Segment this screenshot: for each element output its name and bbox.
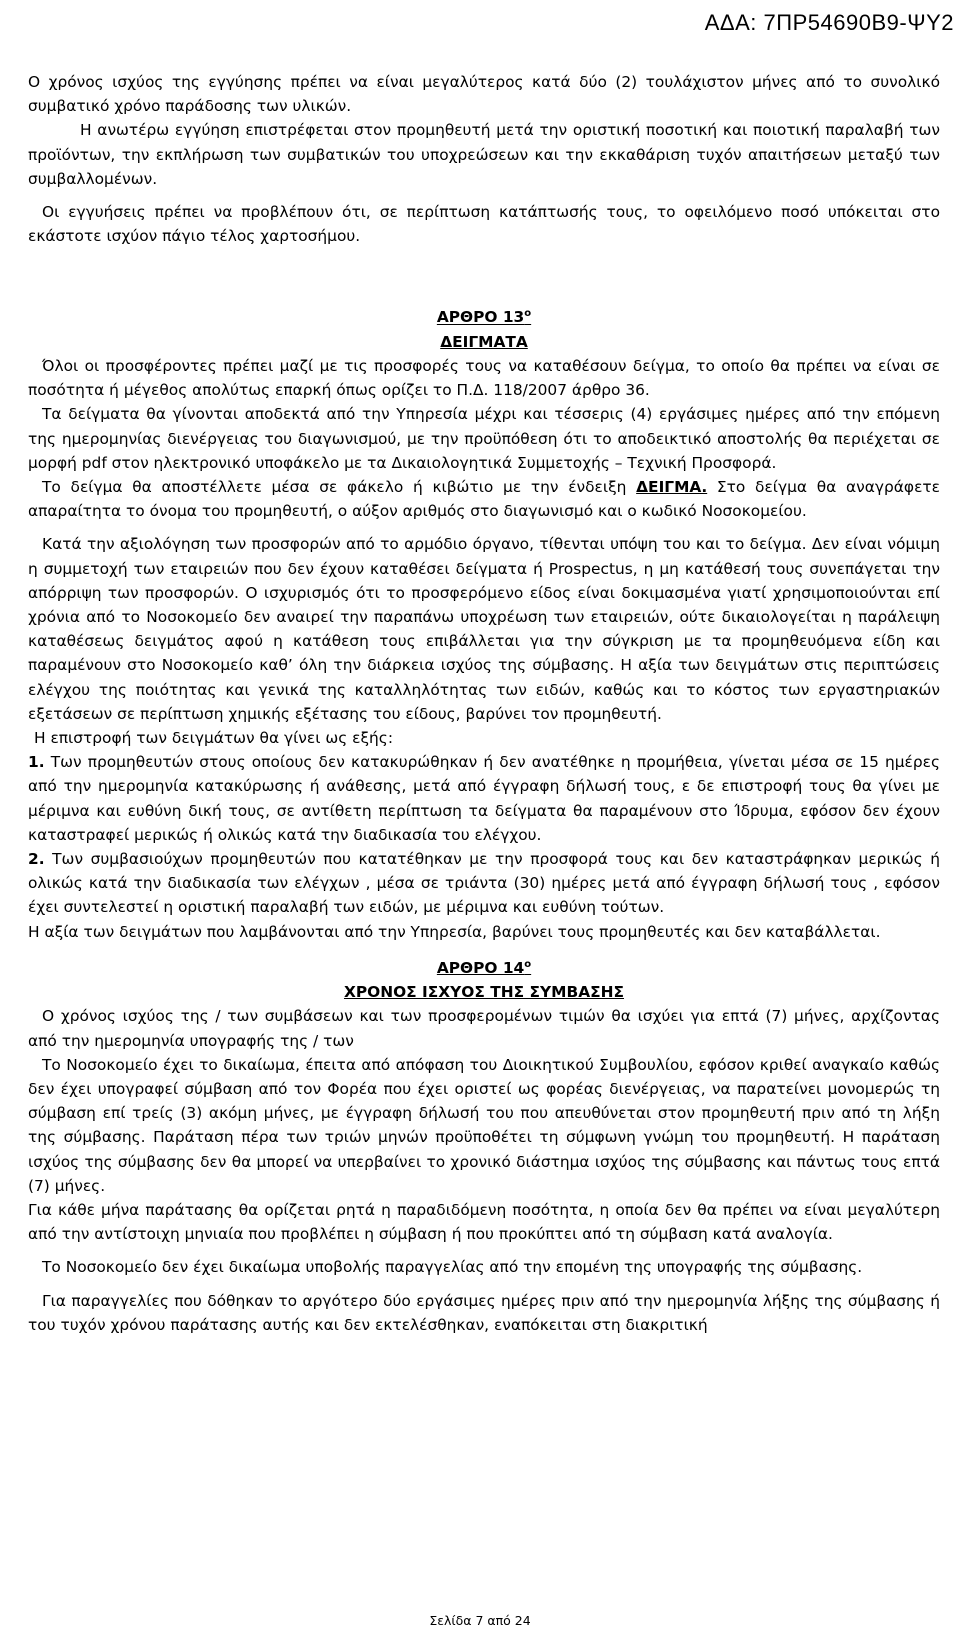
paragraph: Το Νοσοκομείο δεν έχει δικαίωμα υποβολής παραγγελίας από την επομένη της υπογραφής της σύμβασης. <box>42 1258 863 1277</box>
article-14-subheading: ΧΡΟΝΟΣ ΙΣΧΥΟΣ ΤΗΣ ΣΥΜΒΑΣΗΣ <box>343 983 625 1002</box>
list-item: 1. Των προμηθευτών στους οποίους δεν κατακυρώθηκαν ή δεν ανατέθηκε η προμήθεια, γίνεται μέσα σε 15 ημέρες από την ημερομηνία κατακύρωσης ή ανάθεσης, μετά από έγγραφη δήλωσή τους, ε δε επιστροφή τους θα γίνει με μέριμνα και ευθύνη δική τους, σε αντίθετη περίπτωση τα δείγματα θα παραμένουν στο Ίδρυμα, εφόσον δεν έχουν καταστραφεί μερικώς ή ολικώς κατά την διαδικασία του ελέγχου. <box>28 753 940 844</box>
page-number: Σελίδα 7 από 24 <box>429 1613 531 1628</box>
paragraph: Ο χρόνος ισχύος της / των συμβάσεων και των προσφερομένων τιμών θα ισχύει για επτά (7) μήνες, αρχίζοντας από την ημερομηνία υπογραφής της / των <box>28 1007 940 1050</box>
document-body <box>28 70 940 1337</box>
paragraph: Η ανωτέρω εγγύηση επιστρέφεται στον προμηθευτή μετά την οριστική ποσοτική και ποιοτική παραλαβή των προϊόντων, την εκπλήρωση των συμβατικών του υποχρεώσεων και την εκκαθάριση τυχόν απαιτήσεων μεταξύ των συμβαλλομένων. <box>28 121 940 188</box>
paragraph: Κατά την αξιολόγηση των προσφορών από το αρμόδιο όργανο, τίθενται υπόψη του και το δείγμα. Δεν είναι νόμιμη η συμμετοχή των εταιρειών που δεν έχουν καταθέσει δείγματα ή Prospectus, η μη κατάθεσή τους συνεπάγεται την απόρριψη των προσφορών. Ο ισχυρισμός ότι το προσφερόμενο είδος είναι δοκιμασμένα γιατί χρησιμοποιούνται επί χρόνια από το Νοσοκομείο δεν αναιρεί την παραπάνω υποχρέωση των εταιρειών, ούτε δικαιολογείται η παράλειψη καταθέσεως δειγμάτος αφού η κατάθεση τους επιβάλλεται για την σύγκριση με τα προμηθευόμενα είδη και παραμένουν στο Νοσοκομείο καθ’ όλη την διάρκεια ισχύος της σύμβασης. Η αξία των δειγμάτων στις περιπτώσεις ελέγχου της ποιότητας και γενικά της καταλληλότητας των ειδών, καθώς και το κόστος των εργαστηριακών εξετάσεων σε περίπτωση χημικής εξέτασης του είδους, βαρύνει τον προμηθευτή. <box>28 535 940 723</box>
article-13-subheading: ΔΕΙΓΜΑΤΑ <box>440 332 528 351</box>
sample-label: ΔΕΙΓΜΑ. <box>636 477 708 496</box>
paragraph: Η αξία των δειγμάτων που λαμβάνονται από την Υπηρεσία, βαρύνει τους προμηθευτές και δεν καταβάλλεται. <box>28 922 881 941</box>
paragraph: Η επιστροφή των δειγμάτων θα γίνει ως εξής: <box>34 729 394 747</box>
paragraph: Όλοι οι προσφέροντες πρέπει μαζί με τις προσφορές τους να καταθέσουν δείγμα, το οποίο θα πρέπει να είναι σε ποσότητα ή μέγεθος απολύτως επαρκή όπως ορίζει το Π.Δ. 118/2007 άρθρο 36. <box>28 356 940 400</box>
paragraph: Τα δείγματα θα γίνονται αποδεκτά από την Υπηρεσία μέχρι και τέσσερις (4) εργάσιμες ημέρες από την επόμενη της ημερομηνίας διενέργειας του διαγωνισμού, με την προϋπόθεση ότι το αποδεικτικό αποστολής θα περιέχεται σε μορφή pdf στον ηλεκτρονικό υποφάκελο με τα Δικαιολογητικά Συμμετοχής – Τεχνική Προσφορά. <box>28 405 940 472</box>
ada-code: ΑΔΑ: 7ΠΡ54690Β9-ΨΥ2 <box>704 10 954 35</box>
paragraph: Το δείγμα θα αποστέλλετε μέσα σε φάκελο ή κιβώτιο με την ένδειξη ΔΕΙΓΜΑ. Στο δείγμα θα αναγράφετε απαραίτητα το όνομα του προμηθευτή, ο αύξον αριθμός στο διαγωνισμό και ο κωδικό Νοσοκομείου. <box>28 477 940 521</box>
paragraph: Οι εγγυήσεις πρέπει να προβλέπουν ότι, σε περίπτωση κατάπτωσής τους, το οφειλόμενο ποσό υπόκειται στο εκάστοτε ισχύον πάγιο τέλος χαρτοσήμου. <box>28 203 940 246</box>
article-13-heading: ΑΡΘΡΟ $13^o$ <box>436 308 532 327</box>
paragraph: Ο χρόνος ισχύος της εγγύησης πρέπει να είναι μεγαλύτερος κατά δύο (2) τουλάχιστον μήνες από το συνολικό συμβατικό χρόνο παράδοσης των υλικών. <box>28 73 940 116</box>
list-item: 2. Των συμβασιούχων προμηθευτών που κατατέθηκαν με την προσφορά τους και δεν καταστράφηκαν μερικώς ή ολικώς κατά την διαδικασία των ελέγχων , μέσα σε τριάντα (30) ημέρες μετά από έγγραφη δήλωσή τους , εφόσον έχει συντελεστεί η οριστική παραλαβή των ειδών, με μέριμνα και ευθύνη τούτων. <box>28 850 940 917</box>
article-14-heading: ΑΡΘΡΟ $14^o$ <box>436 958 532 977</box>
paragraph: Για κάθε μήνα παράτασης θα ορίζεται ρητά η παραδιδόμενη ποσότητα, η οποία δεν θα πρέπει να είναι μεγαλύτερη από την αντίστοιχη μηνιαία που προβλέπει η σύμβαση ή που προκύπτει από τη σύμβαση κατά αναλογία. <box>28 1200 940 1244</box>
paragraph: Για παραγγελίες που δόθηκαν το αργότερο δύο εργάσιμες ημέρες πριν από την ημερομηνία λήξης της σύμβασης ή του τυχόν χρόνου παράτασης αυτής και δεν εκτελέσθηκαν, εναπόκειται στη διακριτική <box>28 1291 940 1334</box>
paragraph: Το Νοσοκομείο έχει το δικαίωμα, έπειτα από απόφαση του Διοικητικού Συμβουλίου, εφόσον κριθεί αναγκαίο καθώς δεν έχει υπογραφεί σύμβαση από τον Φορέα που έχει οριστεί ως φορέας διενέργειας, να παρατείνει μονομερώς τη σύμβαση επί τρείς (3) ακόμη μήνες, με έγγραφη δήλωσή του που απευθύνεται στον προμηθευτή πριν από τη λήξη της σύμβασης. Παράταση πέρα των τριών μηνών προϋποθέτει τη σύμφωνη γνώμη του προμηθευτή. Η παράταση ισχύος της σύμβασης δεν θα μπορεί να υπερβαίνει το χρονικό διάστημα ισχύος της σύμβασης και πάντως τους επτά (7) μήνες. <box>28 1055 940 1195</box>
